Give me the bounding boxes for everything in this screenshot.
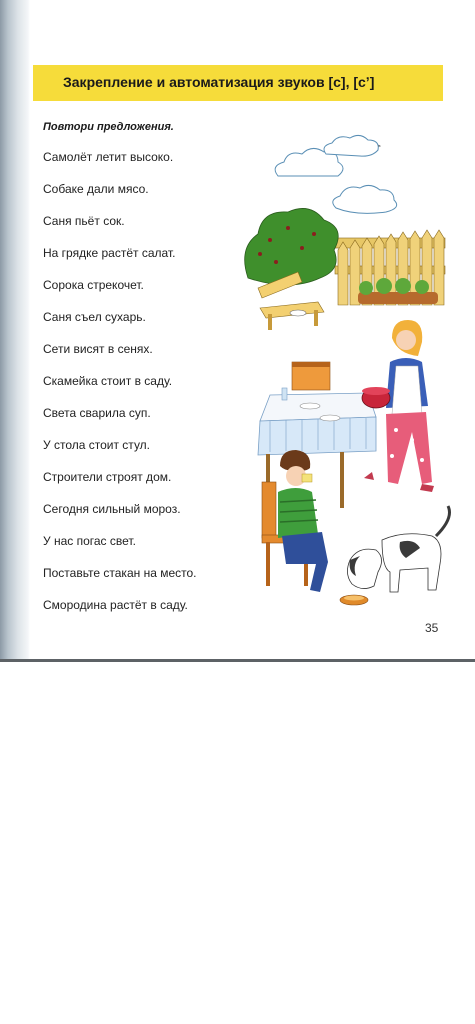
- page-bottom-edge: [0, 659, 475, 662]
- cloud-icon: [275, 135, 397, 213]
- page-title: Закрепление и автоматизация звуков [с], [сʼ]: [63, 74, 375, 90]
- boy-eating: [278, 450, 328, 592]
- bowl: [340, 595, 368, 605]
- sentence-item: Сорока стрекочет.: [43, 278, 144, 292]
- sentence-item: Собаке дали мясо.: [43, 182, 149, 196]
- page-gutter-shadow: [0, 0, 30, 662]
- sentence-item: Поставьте стакан на место.: [43, 566, 197, 580]
- sentence-item: Саня пьёт сок.: [43, 214, 125, 228]
- sentence-list: [43, 147, 197, 627]
- sentence-item: На грядке растёт салат.: [43, 246, 176, 260]
- sentence-item: Сегодня сильный мороз.: [43, 502, 181, 516]
- sentence-item: Сети висят в сенях.: [43, 342, 153, 356]
- sentence-item: Строители строят дом.: [43, 470, 172, 484]
- bush: [245, 208, 339, 285]
- chair: [292, 362, 330, 390]
- illustration: [240, 130, 455, 620]
- sentence-item: У стола стоит стул.: [43, 438, 151, 452]
- sentence-item: У нас погас свет.: [43, 534, 136, 548]
- woman-with-pot: [362, 320, 434, 492]
- sentence-item: Смородина растёт в саду.: [43, 598, 188, 612]
- instruction-text: Повтори предложения.: [43, 121, 174, 133]
- sentence-item: Света сварила суп.: [43, 406, 151, 420]
- dog: [347, 506, 449, 592]
- sentence-item: Скамейка стоит в саду.: [43, 374, 173, 388]
- page-number: 35: [425, 621, 439, 635]
- sentence-item: Самолёт летит высоко.: [43, 150, 174, 164]
- sentence-item: Саня съел сухарь.: [43, 310, 146, 324]
